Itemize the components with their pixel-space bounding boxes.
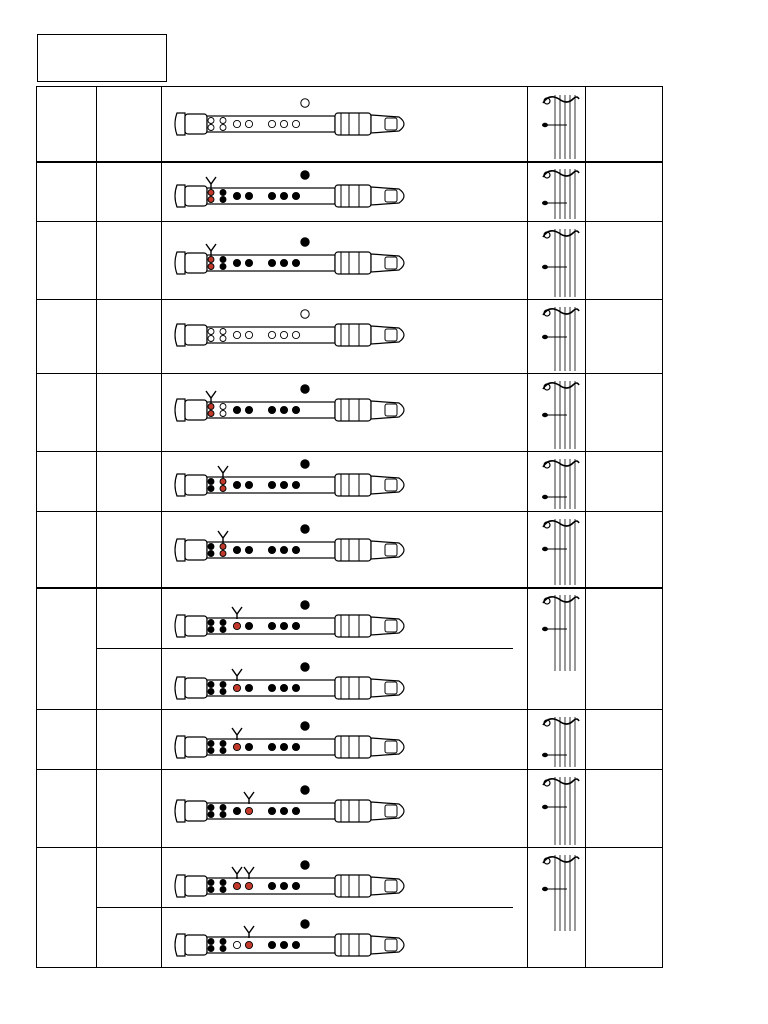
recorder-window — [385, 682, 397, 694]
finger-hole — [292, 941, 299, 948]
double-hole-top — [220, 880, 226, 886]
recorder-fingering-diagram — [171, 663, 431, 713]
trill-marker — [232, 669, 242, 681]
double-hole-top — [220, 741, 226, 747]
finger-hole — [292, 807, 299, 814]
finger-hole — [233, 743, 240, 750]
trill-marker — [206, 244, 216, 256]
finger-hole — [280, 684, 287, 691]
double-hole-bottom — [220, 627, 226, 633]
finger-hole — [245, 684, 252, 691]
staff-notation — [537, 593, 581, 673]
finger-hole — [268, 882, 275, 889]
thumb-hole — [301, 525, 309, 533]
recorder-head-joint — [335, 113, 371, 135]
recorder-window — [385, 404, 397, 416]
row-divider — [37, 221, 662, 222]
double-hole-bottom — [220, 887, 226, 893]
recorder-head-joint — [335, 399, 371, 421]
recorder-foot-joint — [185, 737, 207, 757]
finger-hole — [233, 807, 240, 814]
double-hole-bottom — [208, 125, 214, 131]
finger-hole — [233, 481, 240, 488]
thumb-hole — [301, 99, 309, 107]
finger-hole — [280, 259, 287, 266]
finger-hole — [280, 743, 287, 750]
thumb-hole — [301, 310, 309, 318]
finger-hole — [268, 192, 275, 199]
recorder-fingering-diagram — [171, 238, 431, 288]
recorder-fingering-diagram — [171, 786, 431, 836]
finger-hole — [292, 259, 299, 266]
staff-notation — [537, 457, 581, 511]
double-hole-top — [220, 939, 226, 945]
finger-hole — [292, 331, 299, 338]
recorder-window — [385, 620, 397, 632]
finger-hole — [268, 546, 275, 553]
finger-hole — [280, 622, 287, 629]
double-hole-top — [208, 620, 214, 626]
column-divider — [527, 87, 528, 967]
recorder-window — [385, 190, 397, 202]
recorder-window — [385, 880, 397, 892]
finger-hole — [280, 331, 287, 338]
finger-hole — [268, 622, 275, 629]
recorder-foot-joint — [185, 253, 207, 273]
double-hole-bottom — [220, 748, 226, 754]
double-hole-top — [208, 479, 214, 485]
title-box — [37, 34, 167, 82]
finger-hole — [268, 807, 275, 814]
recorder-head-joint — [335, 474, 371, 496]
finger-hole — [233, 941, 240, 948]
recorder-window — [385, 257, 397, 269]
finger-hole — [245, 622, 252, 629]
double-hole-top — [220, 118, 226, 124]
recorder-window — [385, 329, 397, 341]
finger-hole — [280, 546, 287, 553]
double-hole-top — [220, 404, 226, 410]
double-hole-bottom — [208, 689, 214, 695]
double-hole-bottom — [220, 689, 226, 695]
trill-marker — [218, 531, 228, 543]
recorder-fingering-diagram — [171, 171, 431, 221]
staff-notation — [537, 227, 581, 299]
recorder-window — [385, 805, 397, 817]
recorder-foot — [175, 185, 185, 207]
fingering-chart-table — [36, 86, 663, 968]
double-hole-top — [208, 544, 214, 550]
double-hole-top — [208, 257, 214, 263]
finger-hole — [292, 546, 299, 553]
recorder-foot-joint — [185, 801, 207, 821]
double-hole-top — [220, 544, 226, 550]
recorder-head-joint — [335, 677, 371, 699]
finger-hole — [292, 406, 299, 413]
double-hole-top — [220, 620, 226, 626]
thumb-hole — [301, 722, 309, 730]
recorder-foot — [175, 934, 185, 956]
double-hole-top — [220, 805, 226, 811]
staff-notation — [537, 853, 581, 933]
finger-hole — [245, 120, 252, 127]
finger-hole — [268, 941, 275, 948]
staff-notation — [537, 305, 581, 373]
double-hole-top — [208, 741, 214, 747]
recorder-head-joint — [335, 800, 371, 822]
double-hole-top — [220, 257, 226, 263]
double-hole-bottom — [208, 264, 214, 270]
finger-hole — [268, 331, 275, 338]
recorder-foot-joint — [185, 475, 207, 495]
double-hole-bottom — [208, 812, 214, 818]
recorder-foot — [175, 113, 185, 135]
finger-hole — [268, 406, 275, 413]
thumb-hole — [301, 238, 309, 246]
staff-notation — [537, 379, 581, 451]
recorder-foot-joint — [185, 400, 207, 420]
recorder-foot — [175, 474, 185, 496]
double-hole-bottom — [220, 486, 226, 492]
recorder-window — [385, 741, 397, 753]
double-hole-bottom — [208, 411, 214, 417]
double-hole-top — [208, 939, 214, 945]
double-hole-bottom — [220, 197, 226, 203]
row-divider — [37, 587, 662, 589]
finger-hole — [292, 882, 299, 889]
recorder-head-joint — [335, 875, 371, 897]
finger-hole — [280, 481, 287, 488]
double-hole-bottom — [220, 411, 226, 417]
trill-marker — [232, 867, 242, 879]
double-hole-bottom — [208, 486, 214, 492]
staff-notation — [537, 775, 581, 847]
finger-hole — [292, 743, 299, 750]
double-hole-top — [208, 682, 214, 688]
row-divider — [37, 847, 662, 848]
trill-marker — [206, 391, 216, 403]
recorder-head-joint — [335, 934, 371, 956]
finger-hole — [233, 259, 240, 266]
thumb-hole — [301, 460, 309, 468]
double-hole-top — [220, 479, 226, 485]
double-hole-bottom — [208, 627, 214, 633]
column-divider — [161, 87, 162, 967]
finger-hole — [245, 941, 252, 948]
recorder-fingering-diagram — [171, 601, 431, 651]
thumb-hole — [301, 786, 309, 794]
finger-hole — [233, 882, 240, 889]
trill-marker — [244, 926, 254, 938]
finger-hole — [292, 192, 299, 199]
recorder-foot-joint — [185, 540, 207, 560]
double-hole-top — [220, 190, 226, 196]
row-divider — [37, 299, 662, 300]
double-hole-top — [208, 329, 214, 335]
finger-hole — [233, 192, 240, 199]
staff-notation — [537, 715, 581, 769]
finger-hole — [233, 684, 240, 691]
finger-hole — [292, 481, 299, 488]
finger-hole — [268, 481, 275, 488]
thumb-hole — [301, 861, 309, 869]
double-hole-top — [208, 404, 214, 410]
recorder-head-joint — [335, 736, 371, 758]
finger-hole — [245, 192, 252, 199]
double-hole-top — [208, 190, 214, 196]
recorder-foot-joint — [185, 678, 207, 698]
finger-hole — [280, 882, 287, 889]
double-hole-bottom — [220, 946, 226, 952]
thumb-hole — [301, 385, 309, 393]
thumb-hole — [301, 601, 309, 609]
double-hole-top — [208, 805, 214, 811]
recorder-fingering-diagram — [171, 99, 431, 149]
row-divider — [37, 373, 662, 374]
staff-notation — [537, 167, 581, 221]
finger-hole — [233, 546, 240, 553]
recorder-foot — [175, 252, 185, 274]
finger-hole — [245, 882, 252, 889]
column-divider — [96, 87, 97, 967]
trill-marker — [218, 466, 228, 478]
recorder-foot — [175, 399, 185, 421]
recorder-fingering-diagram — [171, 460, 431, 510]
recorder-foot-joint — [185, 325, 207, 345]
recorder-foot-joint — [185, 935, 207, 955]
recorder-window — [385, 118, 397, 130]
recorder-foot — [175, 324, 185, 346]
recorder-head-joint — [335, 252, 371, 274]
thumb-hole — [301, 663, 309, 671]
recorder-fingering-diagram — [171, 385, 431, 435]
finger-hole — [280, 120, 287, 127]
trill-marker — [232, 607, 242, 619]
trill-marker — [206, 177, 216, 189]
recorder-head-joint — [335, 185, 371, 207]
thumb-hole — [301, 171, 309, 179]
finger-hole — [245, 331, 252, 338]
recorder-head-joint — [335, 615, 371, 637]
finger-hole — [292, 120, 299, 127]
double-hole-bottom — [208, 336, 214, 342]
finger-hole — [292, 684, 299, 691]
trill-marker — [244, 792, 254, 804]
double-hole-bottom — [208, 197, 214, 203]
double-hole-top — [208, 880, 214, 886]
recorder-foot — [175, 677, 185, 699]
recorder-foot — [175, 736, 185, 758]
recorder-fingering-diagram — [171, 525, 431, 575]
trill-marker — [244, 867, 254, 879]
recorder-foot-joint — [185, 876, 207, 896]
double-hole-top — [220, 329, 226, 335]
double-hole-bottom — [208, 946, 214, 952]
finger-hole — [280, 941, 287, 948]
row-divider — [37, 511, 662, 512]
double-hole-bottom — [220, 551, 226, 557]
finger-hole — [280, 406, 287, 413]
finger-hole — [233, 331, 240, 338]
double-hole-bottom — [208, 887, 214, 893]
finger-hole — [280, 192, 287, 199]
finger-hole — [245, 406, 252, 413]
double-hole-top — [220, 682, 226, 688]
finger-hole — [233, 406, 240, 413]
recorder-fingering-diagram — [171, 861, 431, 911]
recorder-foot-joint — [185, 616, 207, 636]
recorder-fingering-diagram — [171, 310, 431, 360]
row-divider — [37, 161, 662, 163]
finger-hole — [245, 259, 252, 266]
column-divider — [585, 87, 586, 967]
recorder-foot-joint — [185, 114, 207, 134]
double-hole-bottom — [220, 336, 226, 342]
staff-notation — [537, 93, 581, 161]
thumb-hole — [301, 920, 309, 928]
recorder-foot — [175, 539, 185, 561]
finger-hole — [233, 120, 240, 127]
finger-hole — [245, 546, 252, 553]
recorder-window — [385, 544, 397, 556]
recorder-fingering-diagram — [171, 920, 431, 970]
double-hole-bottom — [208, 748, 214, 754]
recorder-head-joint — [335, 324, 371, 346]
staff-notation — [537, 517, 581, 587]
recorder-window — [385, 939, 397, 951]
double-hole-top — [208, 118, 214, 124]
recorder-head-joint — [335, 539, 371, 561]
recorder-foot-joint — [185, 186, 207, 206]
recorder-foot — [175, 800, 185, 822]
finger-hole — [268, 743, 275, 750]
double-hole-bottom — [220, 125, 226, 131]
double-hole-bottom — [208, 551, 214, 557]
trill-marker — [232, 728, 242, 740]
finger-hole — [233, 622, 240, 629]
finger-hole — [245, 481, 252, 488]
row-divider — [37, 451, 662, 452]
finger-hole — [268, 120, 275, 127]
finger-hole — [245, 807, 252, 814]
recorder-fingering-diagram — [171, 722, 431, 772]
finger-hole — [292, 622, 299, 629]
recorder-window — [385, 479, 397, 491]
finger-hole — [268, 684, 275, 691]
finger-hole — [280, 807, 287, 814]
double-hole-bottom — [220, 812, 226, 818]
double-hole-bottom — [220, 264, 226, 270]
finger-hole — [245, 743, 252, 750]
finger-hole — [268, 259, 275, 266]
recorder-foot — [175, 615, 185, 637]
recorder-foot — [175, 875, 185, 897]
